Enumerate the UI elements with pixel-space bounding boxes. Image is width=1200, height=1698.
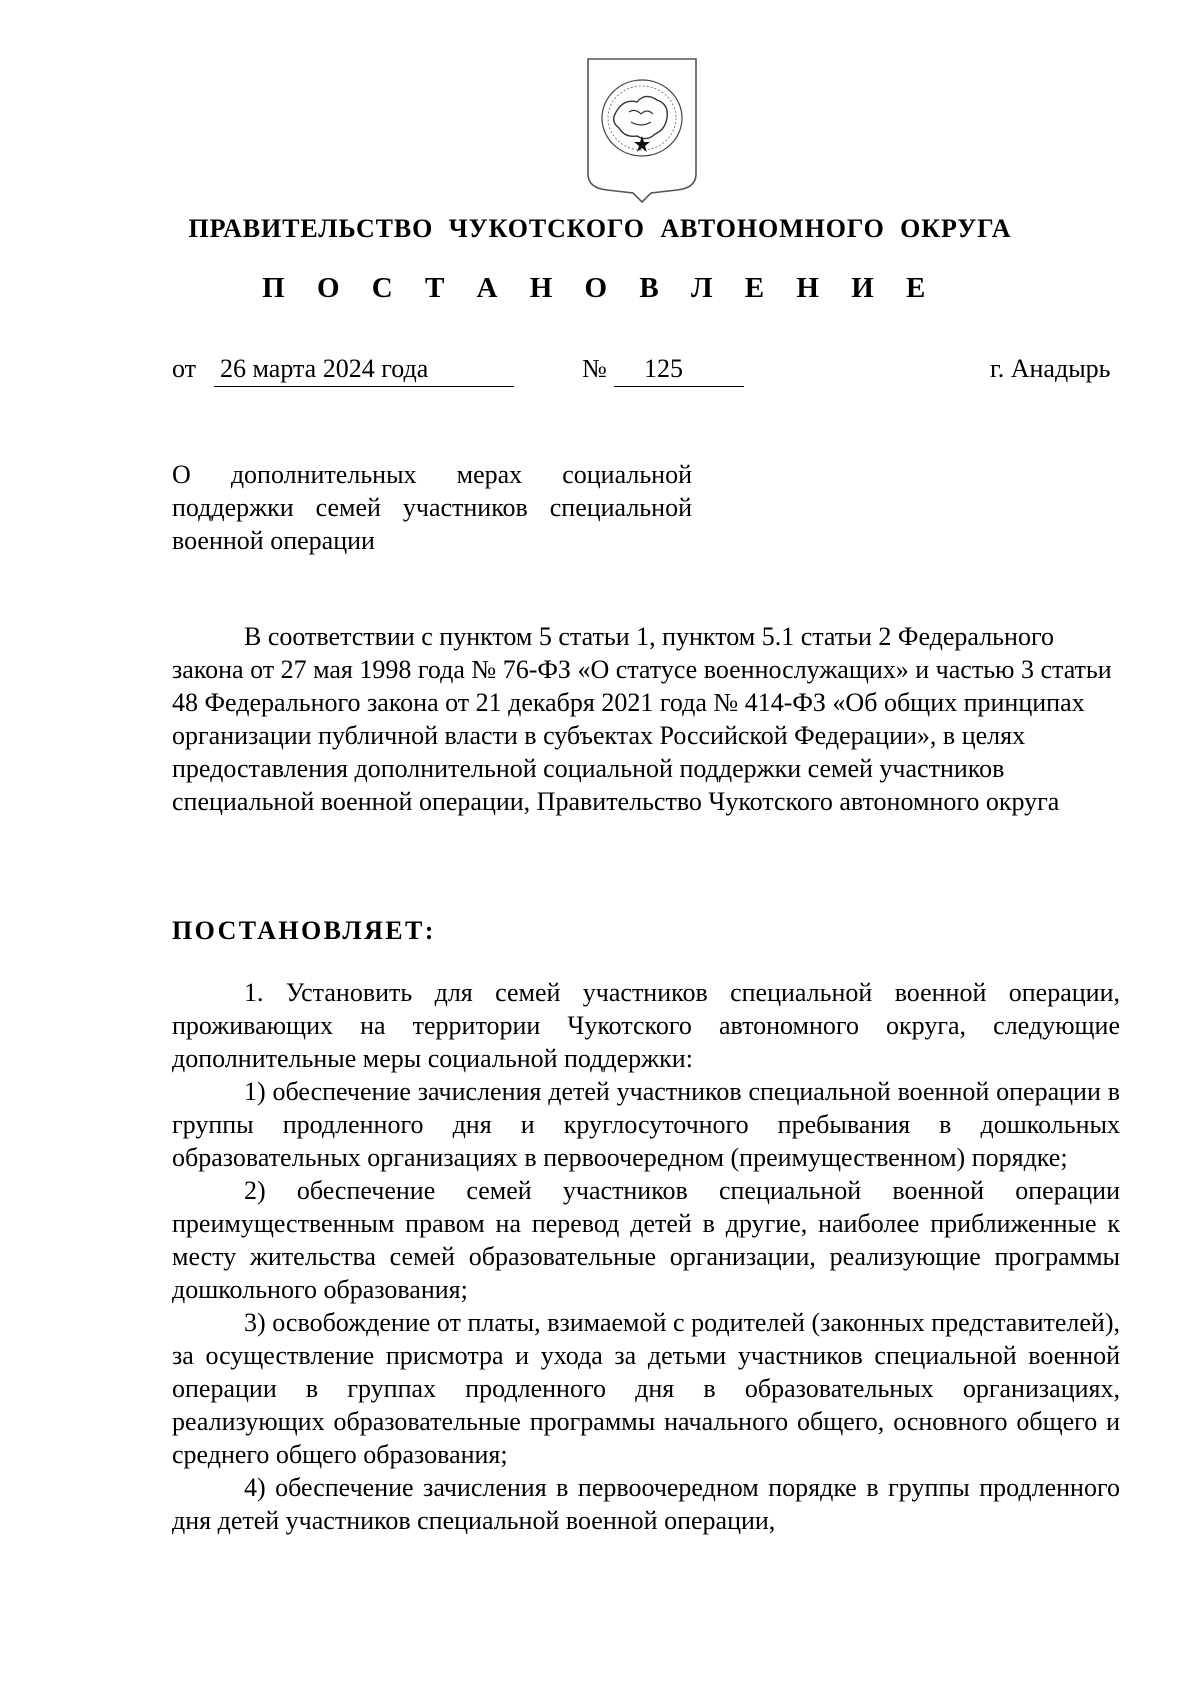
date-underline bbox=[214, 386, 514, 387]
number-sign: № bbox=[582, 354, 607, 383]
resolution-item: 3) освобождение от платы, взимаемой с родителей (законных представителей), за осуществление присмотра и ухода за детьми участников специальной военной операции в группах продленного дня в образовательных организациях, реализующих образовательные программы начального общего, основного общего и среднего общего образования; bbox=[172, 1308, 1120, 1469]
preamble-text: В соответствии с пунктом 5 статьи 1, пунктом 5.1 статьи 2 Федерального закона от 27 мая 1998 года № 76-ФЗ «О статусе военнослужащих» и частью 3 статьи 48 Федерального закона от 21 декабря 2021 года № 414-ФЗ «Об общих принципах организации публичной власти в субъектах Российской Федерации», в целях предоставления дополнительной социальной поддержки семей участников специальной военной операции, Правительство Чукотского автономного округа bbox=[172, 622, 1112, 816]
document-city: г. Анадырь bbox=[990, 354, 1111, 383]
coat-of-arms-icon bbox=[585, 56, 699, 206]
resolution-items bbox=[172, 976, 1120, 1537]
document-date: 26 марта 2024 года bbox=[220, 354, 429, 383]
document-subject: О дополнительных мерах социальной поддержки семей участников специальной военной операции bbox=[172, 460, 692, 555]
date-prefix: от bbox=[172, 354, 197, 383]
government-title: ПРАВИТЕЛЬСТВО ЧУКОТСКОГО АВТОНОМНОГО ОКРУГА bbox=[188, 214, 1012, 243]
resolution-item: 1. Установить для семей участников специальной военной операции, проживающих на территории Чукотского автономного округа, следующие дополнительные меры социальной поддержки: bbox=[172, 978, 1120, 1073]
preamble-block bbox=[172, 620, 1120, 818]
document-type-title: П О С Т А Н О В Л Е Н И Е bbox=[262, 272, 938, 304]
resolution-item: 2) обеспечение семей участников специальной военной операции преимущественным правом на перевод детей в другие, наиболее приближенные к месту жительства семей образовательные организации, реализующие программы дошкольного образования; bbox=[172, 1176, 1120, 1304]
document-number: 125 bbox=[644, 354, 683, 383]
resolution-item: 4) обеспечение зачисления в первоочередном порядке в группы продленного дня детей участников специальной военной операции, bbox=[172, 1473, 1120, 1535]
resolves-heading: ПОСТАНОВЛЯЕТ: bbox=[172, 916, 436, 945]
resolution-item: 1) обеспечение зачисления детей участников специальной военной операции в группы продленного дня и круглосуточного пребывания в дошкольных образовательных организациях в первоочередном (преимущественном) порядке; bbox=[172, 1077, 1120, 1172]
number-underline bbox=[614, 386, 744, 387]
